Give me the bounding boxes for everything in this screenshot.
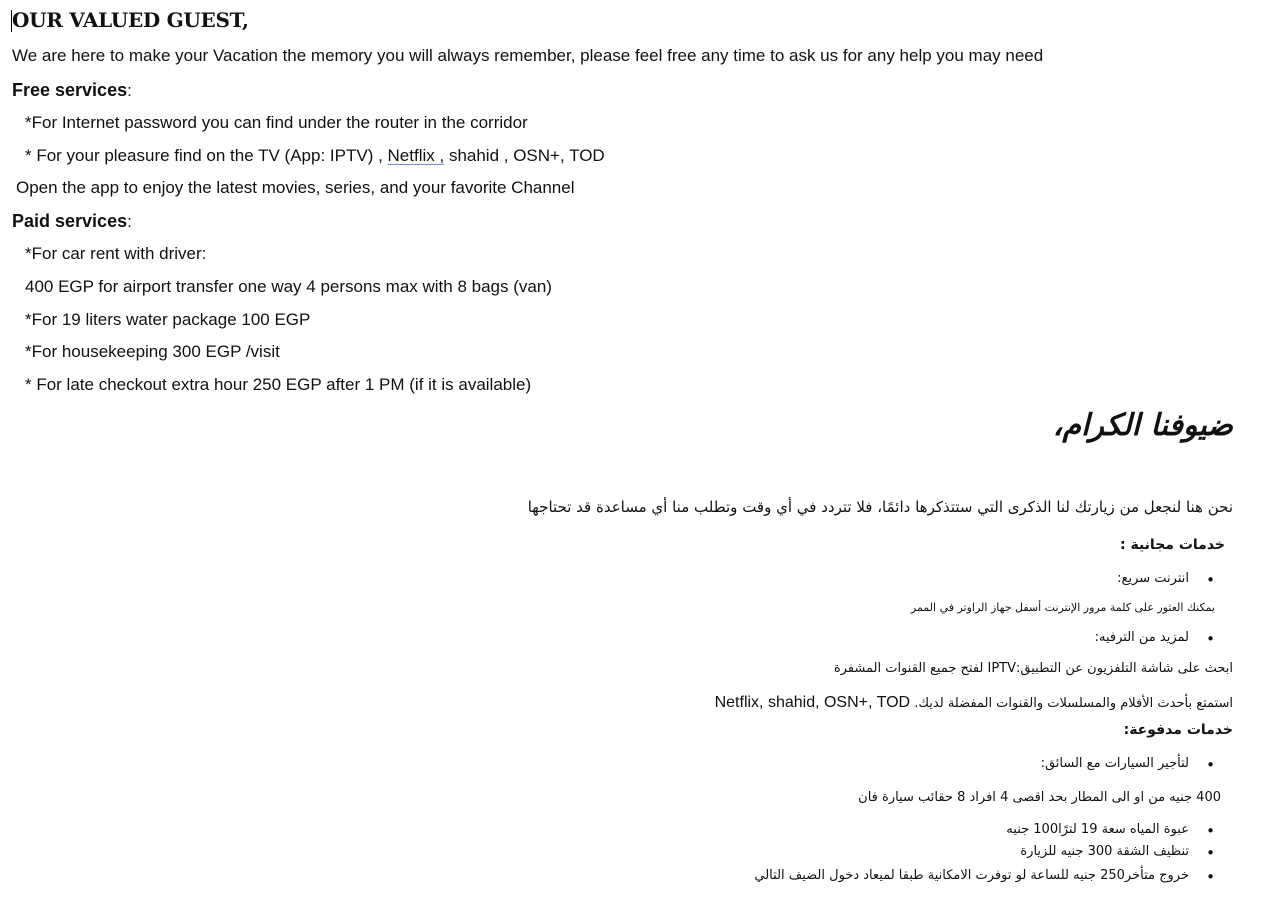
airport-transfer-line: 400 EGP for airport transfer one way 4 persons max with 8 bags (van) xyxy=(25,277,552,296)
arabic-greeting: ضيوفنا الكرام، xyxy=(1052,408,1233,443)
arabic-free-heading: خدمات مجانية : xyxy=(1120,537,1225,553)
tv-apps-line xyxy=(25,146,605,166)
english-greeting: OUR VALUED GUEST, xyxy=(12,8,249,32)
app-enjoy-line: Open the app to enjoy the latest movies, series, and your favorite Channel xyxy=(16,178,575,197)
arabic-intro: نحن هنا لنجعل من زيارتك لنا الذكرى التي ستتذكرها دائمًا، فلا تتردد في أي وقت وتطلب منا أي مساعدة قد تحتاجها xyxy=(527,498,1233,516)
arabic-water: • عبوة المياه سعة 19 لترًا100 جنيه xyxy=(1006,822,1189,837)
water-package-line: *For 19 liters water package 100 EGP xyxy=(25,310,311,329)
arabic-car-title: • لتأجير السيارات مع السائق: xyxy=(1041,756,1189,771)
internet-password-line: *For Internet password you can find under the router in the corridor xyxy=(25,113,528,132)
late-checkout-line: * For late checkout extra hour 250 EGP after 1 PM (if it is available) xyxy=(25,375,532,394)
arabic-entertainment-title: • لمزيد من الترفيه: xyxy=(1095,630,1189,645)
arabic-internet-desc: يمكنك العثور على كلمة مرور الإنترنت أسفل جهاز الراوتر في الممر xyxy=(910,601,1215,614)
arabic-internet-title: • انترنت سريع: xyxy=(1117,571,1189,586)
arabic-late-checkout: • خروج متأخر250 جنيه للساعة لو توفرت الامكانية طبقا لميعاد دخول الضيف التالي xyxy=(754,868,1189,883)
tv-apps-suffix: shahid , OSN+, TOD xyxy=(444,146,605,165)
netflix-link[interactable]: Netflix , xyxy=(387,146,445,165)
housekeeping-line: *For housekeeping 300 EGP /visit xyxy=(25,342,280,361)
free-services-heading: Free services: xyxy=(12,80,132,100)
arabic-car-desc: 400 جنيه من او الى المطار بحد اقصى 4 افراد 8 حقائب سيارة فان xyxy=(858,790,1221,805)
car-rent-line: *For car rent with driver: xyxy=(25,244,207,263)
arabic-iptv-line: ابحث على شاشة التلفزيون عن التطبيق:IPTV لفتح جميع القنوات المشفرة xyxy=(833,661,1233,676)
arabic-housekeeping: • تنظيف الشقة 300 جنيه للزيارة xyxy=(1020,844,1189,859)
english-intro: We are here to make your Vacation the memory you will always remember, please feel free any time to ask us for any help you may need xyxy=(12,46,1044,65)
arabic-channels-text: استمتع بأحدث الأفلام والمسلسلات والقنوات المفضلة لديك. xyxy=(914,696,1233,711)
arabic-channels-line xyxy=(715,694,1233,712)
free-services-heading-text: Free services xyxy=(12,80,128,100)
arabic-paid-heading: خدمات مدفوعة: xyxy=(1123,722,1233,738)
channels-names: Netflix, shahid, OSN+, TOD xyxy=(714,694,911,711)
paid-services-heading-text: Paid services xyxy=(12,211,128,231)
tv-apps-prefix: * For your pleasure find on the TV (App: IPTV) , xyxy=(25,146,388,165)
paid-services-heading: Paid services: xyxy=(12,211,132,231)
